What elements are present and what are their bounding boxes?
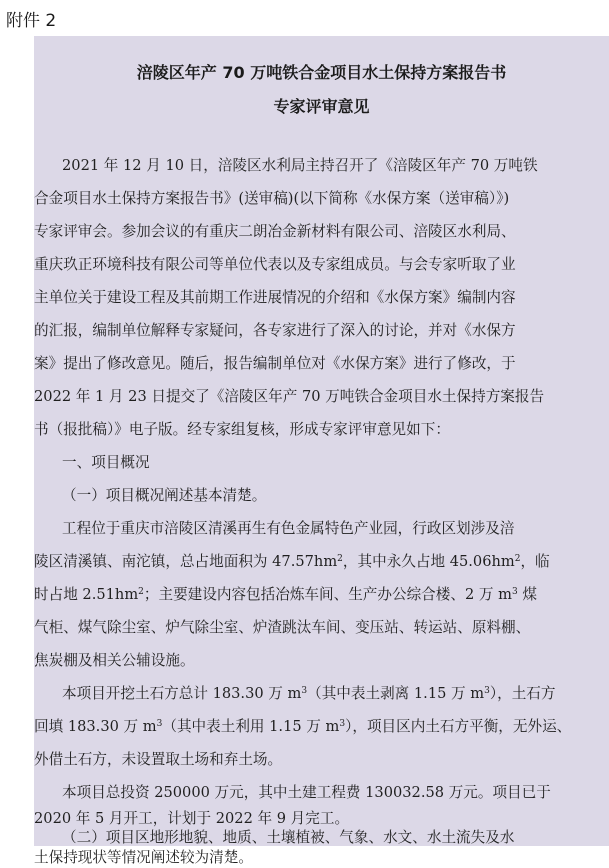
text-span: ，其中永久占地 45.06hm <box>342 553 515 570</box>
text-line: 气柜、煤气除尘室、炉气除尘室、炉渣跳汰车间、变压站、转运站、原料棚、 <box>34 619 531 636</box>
text-line: 重庆玖正环境科技有限公司等单位代表以及专家组成员。与会专家听取了业 <box>34 256 516 273</box>
section-heading: 一、项目概况 <box>62 454 150 471</box>
superscript: 2 <box>138 587 144 597</box>
text-span: 本项目开挖土石方总计 183.30 万 m <box>62 685 302 702</box>
text-span: 时占地 2.51hm <box>34 586 139 603</box>
superscript: 3 <box>156 719 163 729</box>
text-span: ，临 <box>520 553 550 570</box>
subsection-heading: （一）项目概况阐述基本清楚。 <box>62 487 267 504</box>
text-line: 专家评审会。参加会议的有重庆二朗冶金新材料有限公司、涪陵区水利局、 <box>34 223 516 240</box>
text-line <box>34 717 571 737</box>
text-span: 回填 183.30 万 m <box>34 718 157 735</box>
text-span: 煤 <box>517 586 537 603</box>
superscript: 3 <box>339 719 346 729</box>
text-line <box>34 585 537 605</box>
document-subtitle: 专家评审意见 <box>273 97 370 116</box>
superscript: 2 <box>337 554 343 564</box>
text-line: 2020 年 5 月开工，计划于 2022 年 9 月完工。 <box>34 810 350 827</box>
attachment-label: 附件 2 <box>6 11 57 31</box>
text-line: 合金项目水土保持方案报告书》(送审稿)(以下简称《水保方案（送审稿）》) <box>34 190 510 207</box>
text-line <box>62 684 556 704</box>
superscript: 2 <box>514 554 521 564</box>
text-line: 本项目总投资 250000 万元，其中土建工程费 130032.58 万元。项目已于 <box>62 784 551 801</box>
text-span: ），土石方 <box>489 685 556 702</box>
text-span: （其中表土利用 1.15 万 m <box>162 718 340 735</box>
text-line: 2022 年 1 月 23 日提交了《涪陵区年产 70 万吨铁合金项目水土保持方案报告 <box>34 388 545 405</box>
document-title: 涪陵区年产 70 万吨铁合金项目水土保持方案报告书 <box>136 63 507 82</box>
text-line: 2021 年 12 月 10 日，涪陵区水利局主持召开了《涪陵区年产 70 万吨铁 <box>62 157 538 174</box>
text-line: 案》提出了修改意见。随后，报告编制单位对《水保方案》进行了修改，于 <box>34 355 516 372</box>
superscript: 3 <box>301 686 308 696</box>
text-span: 陵区清溪镇、南沱镇，总占地面积为 47.57hm <box>34 553 338 570</box>
text-line: 焦炭棚及相关公辅设施。 <box>34 652 195 669</box>
text-span: （其中表土剥离 1.15 万 m <box>307 685 485 702</box>
superscript: 3 <box>511 587 518 597</box>
text-line: 土保持现状等情况阐述较为清楚。 <box>34 849 253 866</box>
subsection-heading: （二）项目区地形地貌、地质、土壤植被、气象、水文、水土流失及水 <box>62 829 515 846</box>
text-line: 书（报批稿）》电子版。经专家组复核，形成专家评审意见如下： <box>34 421 450 438</box>
superscript: 3 <box>484 686 490 696</box>
text-line: 外借土石方，未设置取土场和弃土场。 <box>34 751 283 768</box>
document-page <box>34 36 609 866</box>
text-line: 工程位于重庆市涪陵区清溪再生有色金属特色产业园，行政区划涉及涪 <box>62 520 515 537</box>
text-line: 主单位关于建设工程及其前期工作进展情况的介绍和《水保方案》编制内容 <box>34 289 516 306</box>
text-line: 的汇报，编制单位解释专家疑问，各专家进行了深入的讨论，并对《水保方 <box>34 322 516 339</box>
text-span: ），项目区内土石方平衡，无外运、 <box>345 718 572 735</box>
text-line <box>34 552 550 572</box>
text-span: ；主要建设内容包括冶炼车间、生产办公综合楼、2 万 m <box>143 586 512 603</box>
